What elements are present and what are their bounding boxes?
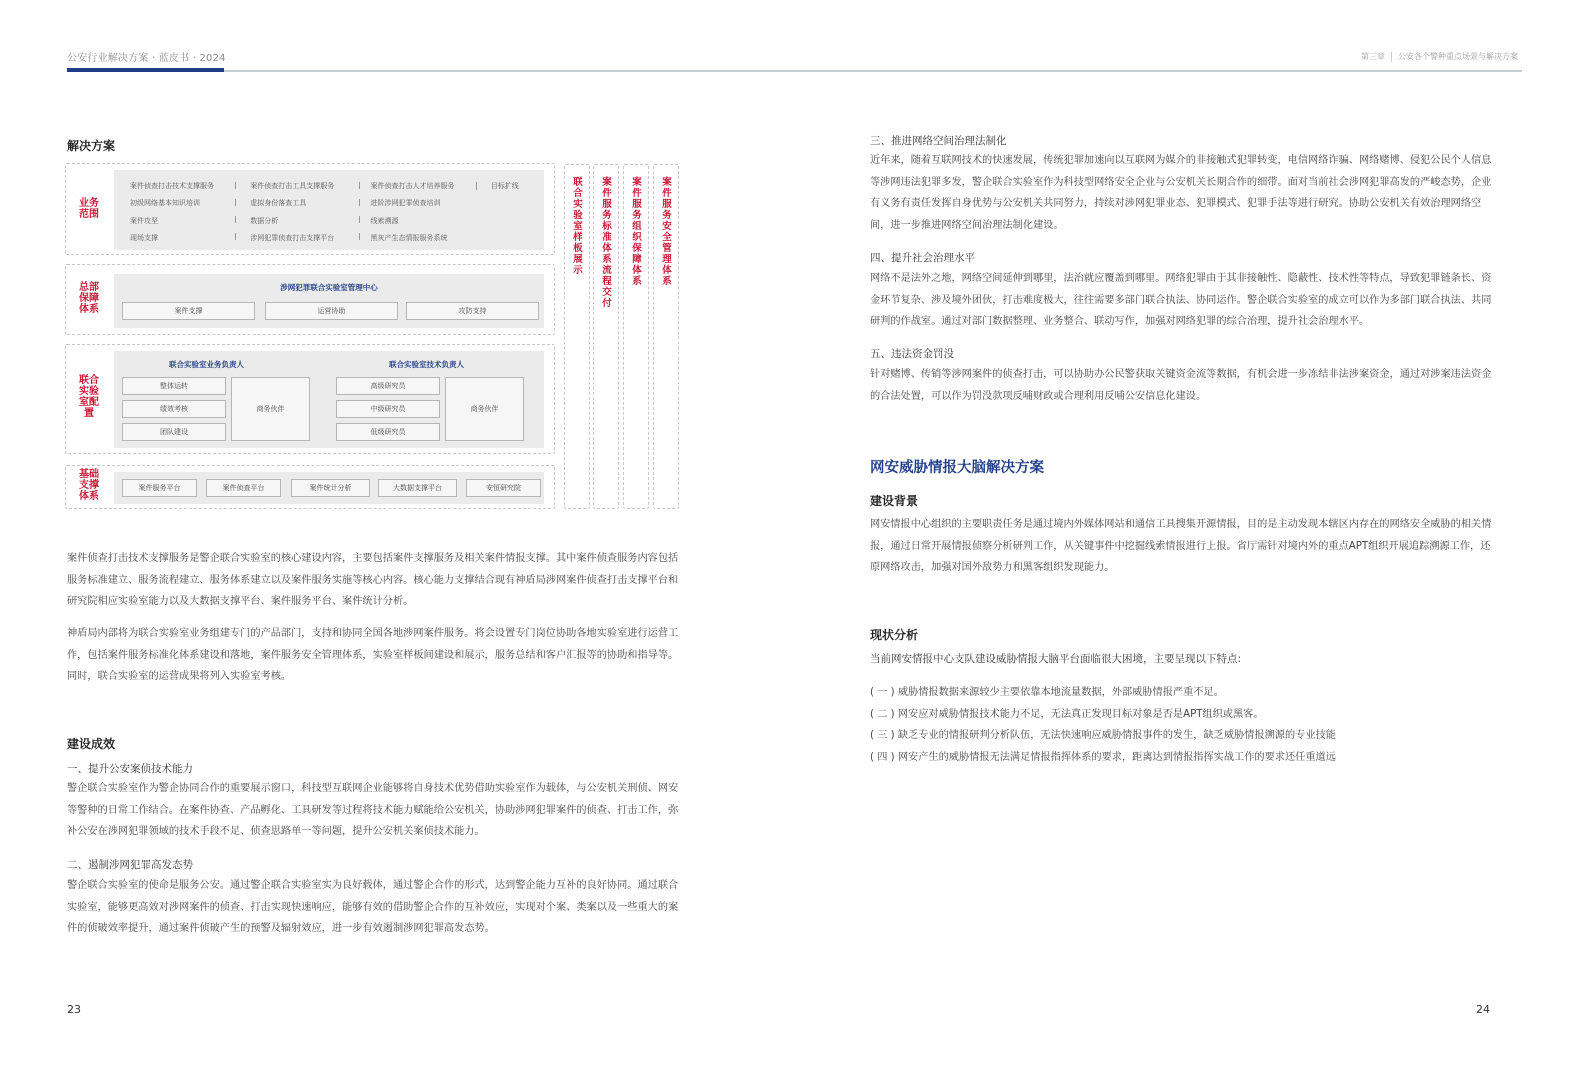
solution-title: 解决方案 xyxy=(67,139,116,153)
hq-item-case-support: 案件支撑 xyxy=(122,302,255,320)
list-item: ( 一 ) 威胁情报数据来源较少主要依靠本地流量数据，外部威胁情报严重不足。 xyxy=(870,687,1224,698)
vcol-security xyxy=(653,164,679,509)
hq-support-label: 总部 保障 体系 xyxy=(79,282,99,315)
hq-support-panel xyxy=(114,274,544,328)
vcol-security-text: 案件服务安全管理体系 xyxy=(662,177,672,287)
infra-panel xyxy=(114,472,544,504)
chapter-title: 公安各个警种重点场景与解决方案 xyxy=(1398,52,1518,61)
results-title: 建设成效 xyxy=(67,737,116,751)
list-item: ( 二 ) 网安应对威胁情报技术能力不足，无法真正发现目标对象是否是APT组织或黑客。 xyxy=(870,708,1264,720)
header-title: 公安行业解决方案 · 蓝皮书 · 2024 xyxy=(67,53,226,64)
section-4-heading: 四、提升社会治理水平 xyxy=(870,252,975,264)
vcol-lab-demo xyxy=(564,164,590,509)
results-1-heading: 一、提升公安案侦技术能力 xyxy=(67,763,193,775)
section-5-text: 针对赌博、传销等涉网案件的侦查打击，可以协助办公民警获取关键资金流等数据，有机会进一步冻结非法涉案资金，通过对涉案违法资金的合法处置，可以作为罚没款项反哺财政或合理利用反哺公安信息化建设。 xyxy=(870,369,1492,402)
page-number-left: 23 xyxy=(67,1003,81,1016)
vcol-lab-demo-text: 联合实验室样板展示 xyxy=(573,177,583,276)
header-chapter xyxy=(1361,51,1518,62)
paragraph-2: 神盾局内部将为联合实验室业务组建专门的产品部门，支持和协同全国各地涉网案件服务。将会设置专门岗位协助各地实验室进行运营工作，包括案件服务标准化体系建设和落地，案件服务安全管理体系，实验室样板间建设和展示，服务总结和客户汇报等的协助和指导等。同时，联合实验室的运营成果将列入实验室考核。 xyxy=(67,628,679,682)
scope-row-2: 初级网络基本知识培训 虚拟身份落查工具 进阶涉网犯罪侦查培训 xyxy=(130,199,441,207)
scope-separator xyxy=(235,182,236,246)
infra-box xyxy=(65,465,555,509)
scope-separator xyxy=(359,182,360,246)
hq-item-ops-assist: 运营协助 xyxy=(265,302,398,320)
business-lead-title: 联合实验室业务负责人 xyxy=(169,360,244,369)
lab-item-junior: 低级研究员 xyxy=(336,423,440,441)
lab-item-assessment: 绩效考核 xyxy=(122,400,226,418)
hq-support-box xyxy=(65,264,555,335)
header-accent-bar xyxy=(67,68,224,72)
lab-config-label: 联合 实验 室配 置 xyxy=(79,375,99,419)
lab-item-operation: 整体运转 xyxy=(122,377,226,395)
vcol-org xyxy=(623,164,649,509)
hq-item-attack-defense: 攻防支持 xyxy=(406,302,539,320)
lab-business-partner: 商务伙伴 xyxy=(231,377,310,441)
scope-separator xyxy=(476,182,477,190)
lab-item-team: 团队建设 xyxy=(122,423,226,441)
lab-tech-partner: 商务伙伴 xyxy=(445,377,524,441)
business-scope-box xyxy=(65,163,555,255)
results-2-text: 警企联合实验室的使命是服务公安。通过警企联合实验室实为良好载体，通过警企合作的形式，达到警企能力互补的良好协同。通过联合实验室，能够更高效对涉网案件的侦查、打击实现快速响应，能够有效的借助警企合作的互补效应，实现对个案、类案以及一些重大的案件的侦破效率提升，通过案件侦破产生的预警及辐射效应，进一步有效遏制涉网犯罪高发态势。 xyxy=(67,880,679,934)
infra-label: 基础 支撑 体系 xyxy=(79,469,99,502)
status-intro: 当前网安情报中心支队建设威胁情报大脑平台面临很大困境，主要呈现以下特点: xyxy=(870,653,1242,665)
status-title: 现状分析 xyxy=(870,628,919,642)
solution-diagram xyxy=(65,163,685,513)
hq-center-title: 涉网犯罪联合实验室管理中心 xyxy=(280,283,378,292)
infra-item-research: 安恒研究院 xyxy=(466,479,541,497)
lab-item-mid: 中级研究员 xyxy=(336,400,440,418)
tech-lead-title: 联合实验室技术负责人 xyxy=(389,360,464,369)
results-1-text: 警企联合实验室作为警企协同合作的重要展示窗口，科技型互联网企业能够将自身技术优势借助实验室作为载体，与公安机关刑侦、网安等警种的日常工作结合。在案件协查、产品孵化、工具研发等过程将技术能力赋能给公安机关，协助涉网犯罪案件的侦查、打击工作，弥补公安在涉网犯罪领域的技术手段不足、侦查思路单一等问题，提升公安机关案侦技术能力。 xyxy=(67,783,679,837)
scope-row-1: 案件侦查打击技术支撑服务 案件侦查打击工具支撑服务 案件侦查打击人才培养服务 目标扩线 xyxy=(130,182,519,190)
scope-row-3: 案件攻坚 数据分析 线索溯源 xyxy=(130,217,399,225)
business-scope-items xyxy=(114,170,544,250)
section-4-text: 网络不是法外之地，网络空间延伸到哪里，法治就应覆盖到哪里。网络犯罪由于其非接触性、隐蔽性、技术性等特点，导致犯罪链条长、资金环节复杂、涉及境外团伙，打击难度极大，往往需要多部门联合执法、协同运作。警企联合实验室的成立可以作为多部门联合执法、共同研判的作战室。通过对部门数据整理、业务整合、联动写作，加强对网络犯罪的综合治理，提升社会治理水平。 xyxy=(870,273,1492,327)
vcol-standard-text: 案件服务标准体系流程交付 xyxy=(602,177,612,309)
lab-config-panel xyxy=(114,351,544,448)
infra-item-case-service: 案件服务平台 xyxy=(122,479,197,497)
section-5-heading: 五、违法资金罚没 xyxy=(870,348,954,360)
lab-item-senior: 高级研究员 xyxy=(336,377,440,395)
scope-row-4: 现场支撑 涉网犯罪侦查打击支撑平台 黑灰产生态情报服务系统 xyxy=(130,234,448,242)
vcol-org-text: 案件服务组织保障体系 xyxy=(632,177,642,287)
results-2-heading: 二、遏制涉网犯罪高发态势 xyxy=(67,859,193,871)
list-item: ( 四 ) 网安产生的威胁情报无法满足情报指挥体系的要求，距离达到情报指挥实战工作的要求还任重道远 xyxy=(870,751,1336,763)
business-scope-label: 业务 范围 xyxy=(79,198,99,220)
infra-item-case-stats: 案件统计分析 xyxy=(291,479,370,497)
chapter-label: 第三章 xyxy=(1361,52,1385,61)
page-number-right: 24 xyxy=(1476,1003,1490,1016)
brain-solution-title: 网安威胁情报大脑解决方案 xyxy=(870,460,1044,476)
section-3-text: 近年来，随着互联网技术的快速发展，传统犯罪加速向以互联网为媒介的非接触式犯罪转变，电信网络诈骗、网络赌博、侵犯公民个人信息等涉网违法犯罪多发，警企联合实验室作为科技型网络安全企业与公安机关长期合作的细带。面对当前社会涉网犯罪高发的严峻态势，企业有义务有责任发挥自身优势与公安机关共同努力，持续对涉网犯罪业态、犯罪模式、犯罪手法等进行研究。协助公安机关有效治理网络空间，进一步推进网络空间治理法制化建设。 xyxy=(870,155,1492,231)
vcol-standard xyxy=(593,164,619,509)
lab-config-box xyxy=(65,344,555,454)
section-3-heading: 三、推进网络空间治理法制化 xyxy=(870,135,1007,147)
infra-item-case-investigate: 案件侦查平台 xyxy=(206,479,281,497)
background-text: 网安情报中心组织的主要职责任务是通过境内外媒体网站和通信工具搜集开源情报，目的是主动发现本辖区内存在的网络安全威胁的相关情报，通过日常开展情报侦察分析研判工作，从关键事件中挖掘线索情报进行上报。省厅需针对境内外的重点APT组织开展追踪溯源工作，还原网络攻击，加强对国外敌势力和黑客组织发现能力。 xyxy=(870,519,1492,573)
header-rule xyxy=(67,70,1522,72)
infra-item-bigdata: 大数据支撑平台 xyxy=(378,479,457,497)
background-title: 建设背景 xyxy=(870,494,919,508)
list-item: ( 三 ) 缺乏专业的情报研判分析队伍，无法快速响应威胁情报事件的发生，缺乏威胁情报溯源的专业技能 xyxy=(870,730,1336,741)
header-divider xyxy=(1391,52,1392,62)
status-list xyxy=(870,682,1495,768)
paragraph-1: 案件侦查打击技术支撑服务是警企联合实验室的核心建设内容，主要包括案件支撑服务及相关案件情报支撑。其中案件侦查服务内容包括服务标准建立、服务流程建立、服务体系建立以及案件服务实施等核心内容。核心能力支撑结合现有神盾局涉网案件侦查打击支撑平台和研究院相应实验室能力以及大数据支撑平台、案件服务平台、案件统计分析。 xyxy=(67,553,679,607)
